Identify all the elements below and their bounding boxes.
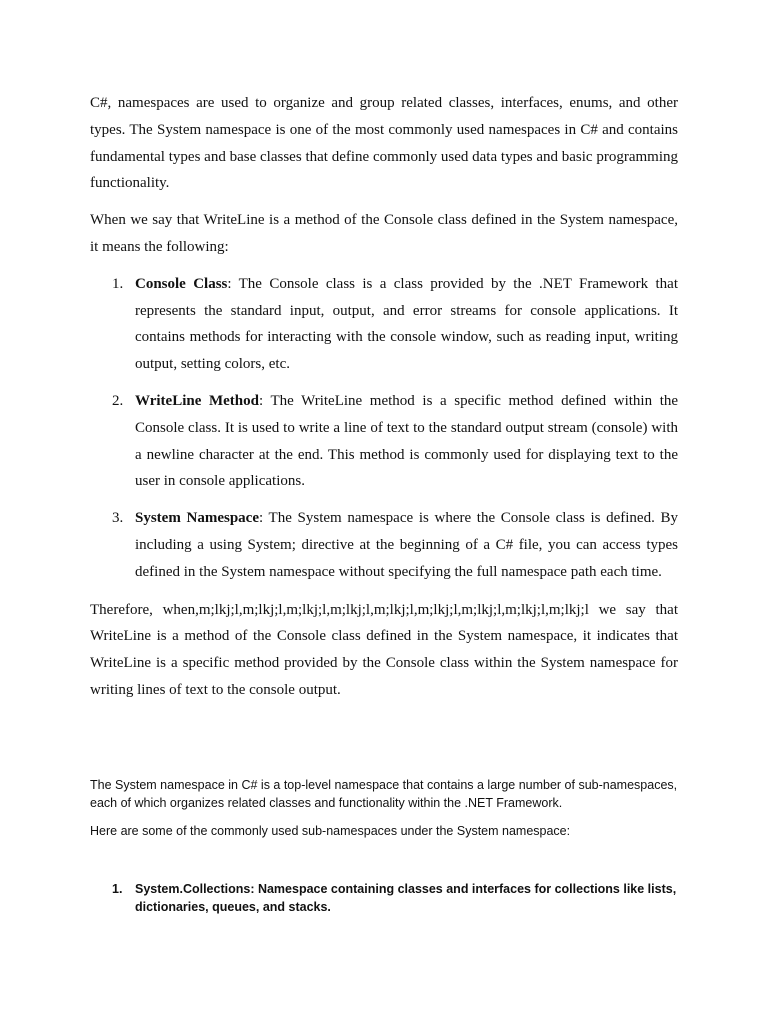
list-item xyxy=(90,505,678,585)
list-item xyxy=(90,271,678,378)
list-term: WriteLine Method xyxy=(135,392,259,409)
section-two-paragraph: The System namespace in C# is a top-level namespace that contains a large number of sub-namespaces, each of which organizes related classes and functionality within the .NET Framework. xyxy=(90,778,678,810)
explanation-list xyxy=(90,271,678,586)
list-term: System Namespace xyxy=(135,510,259,527)
list-text: : The WriteLine method is a specific method defined within the Console class. It is used to write a line of text to the standard output stream (console) with a newline character at the end. This method is commonly used for displaying text to the user in console applications. xyxy=(135,392,679,490)
section-two xyxy=(90,776,678,850)
list-text: System.Collections: Namespace containing classes and interfaces for collections like lists, dictionaries, queues, and stacks. xyxy=(135,882,677,914)
list-number: 3. xyxy=(112,510,124,527)
list-number: 1. xyxy=(112,275,124,292)
conclusion-paragraph: Therefore, when,m;lkj;l,m;lkj;l,m;lkj;l,m;lkj;l,m;lkj;l,m;lkj;l,m;lkj;l,m;lkj;l,m;lkj;l we say that WriteLine is a method of the Console class defined in the System namespace, it indicates that WriteLine is a specific method provided by the Console class within the System namespace for writing lines of text to the console output. xyxy=(90,601,678,698)
list-text: : The Console class is a class provided by the .NET Framework that represents the standard input, output, and error streams for console applications. It contains methods for interacting with the console window, such as reading input, writing output, setting colors, etc. xyxy=(135,275,678,373)
writeline-paragraph: When we say that WriteLine is a method of the Console class defined in the System namespace, it means the following: xyxy=(90,212,678,255)
list-text: : The System namespace is where the Console class is defined. By including a using System; directive at the beginning of a C# file, you can access types defined in the System namespace without specifying the full namespace path each time. xyxy=(135,510,679,580)
list-item xyxy=(90,388,678,495)
list-item xyxy=(90,880,678,916)
list-number: 1. xyxy=(112,882,123,896)
list-term: Console Class xyxy=(135,275,228,292)
sub-namespace-list xyxy=(90,880,678,916)
section-two-intro: Here are some of the commonly used sub-namespaces under the System namespace: xyxy=(90,824,571,838)
intro-paragraph: C#, namespaces are used to organize and group related classes, interfaces, enums, and other types. The System namespace is one of the most commonly used namespaces in C# and contains fundamental types and base classes that define commonly used data types and basic programming functionality. xyxy=(90,95,678,192)
list-number: 2. xyxy=(112,392,124,409)
document-body xyxy=(90,90,678,714)
